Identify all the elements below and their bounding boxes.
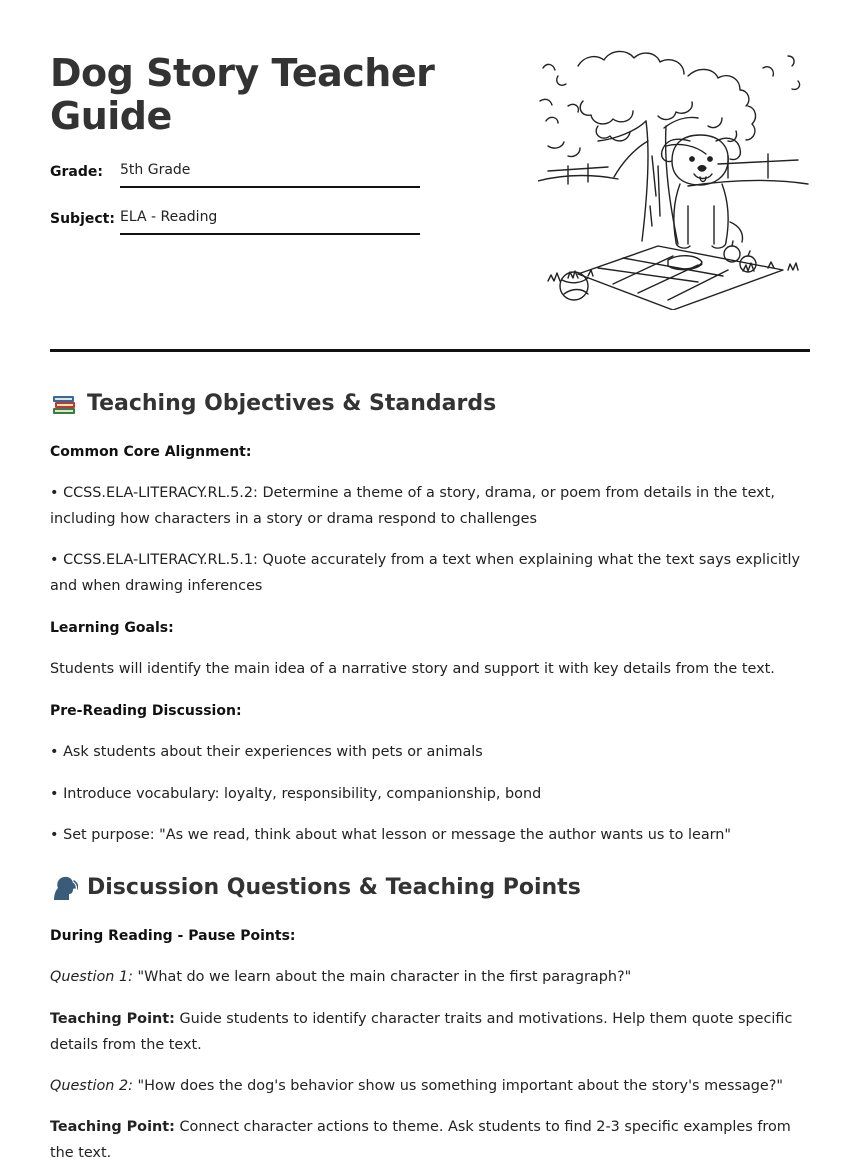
common-core-heading: Common Core Alignment: (50, 444, 252, 460)
dog-picnic-illustration-icon (538, 46, 814, 310)
question-1 (50, 964, 810, 990)
page-title: Dog Story Teacher Guide (50, 51, 435, 138)
discussion-title: Discussion Questions & Teaching Points (87, 875, 581, 900)
speaking-head-emoji-icon (50, 874, 78, 902)
grade-value[interactable]: 5th Grade (120, 160, 420, 188)
teaching-point-1 (50, 1006, 810, 1058)
teaching-point-1-label: Teaching Point: (50, 1011, 175, 1027)
question-1-label: Question 1: (50, 969, 133, 985)
objectives-title: Teaching Objectives & Standards (87, 391, 497, 416)
learning-goal-text: Students will identify the main idea of a narrative story and support it with key details from the text. (50, 661, 775, 677)
standard-rl-5-1: • CCSS.ELA-LITERACY.RL.5.1: Quote accurately from a text when explaining what the text says explicitly and when drawing inferences (50, 552, 801, 594)
prereading-item-3: • Set purpose: "As we read, think about what lesson or message the author wants us to learn" (50, 827, 732, 843)
header-divider (50, 349, 810, 352)
during-reading-heading: During Reading - Pause Points: (50, 928, 296, 944)
question-2-label: Question 2: (50, 1078, 133, 1094)
learning-goals-heading: Learning Goals: (50, 620, 174, 636)
prereading-item-1: • Ask students about their experiences with pets or animals (50, 744, 483, 760)
teaching-point-2-text: Connect character actions to theme. Ask students to find 2-3 specific examples from the text. (50, 1119, 791, 1161)
question-1-text: "What do we learn about the main character in the first paragraph?" (132, 969, 632, 985)
standard-rl-5-2: • CCSS.ELA-LITERACY.RL.5.2: Determine a theme of a story, drama, or poem from details in the text, including how characters in a story or drama respond to challenges (50, 485, 775, 527)
prereading-item-2: • Introduce vocabulary: loyalty, responsibility, companionship, bond (50, 786, 542, 802)
objectives-heading (50, 388, 810, 420)
subject-value[interactable]: ELA - Reading (120, 207, 420, 235)
question-2 (50, 1073, 810, 1099)
grade-label: Grade: (50, 164, 103, 180)
books-emoji-icon (50, 390, 78, 418)
prereading-heading: Pre-Reading Discussion: (50, 703, 242, 719)
teaching-point-2 (50, 1114, 810, 1161)
teaching-point-2-label: Teaching Point: (50, 1119, 175, 1135)
subject-label: Subject: (50, 211, 115, 227)
guide-header (50, 52, 810, 352)
discussion-heading (50, 872, 810, 904)
question-2-text: "How does the dog's behavior show us something important about the story's message?" (132, 1078, 784, 1094)
teaching-point-1-text: Guide students to identify character traits and motivations. Help them quote specific details from the text. (50, 1011, 793, 1053)
